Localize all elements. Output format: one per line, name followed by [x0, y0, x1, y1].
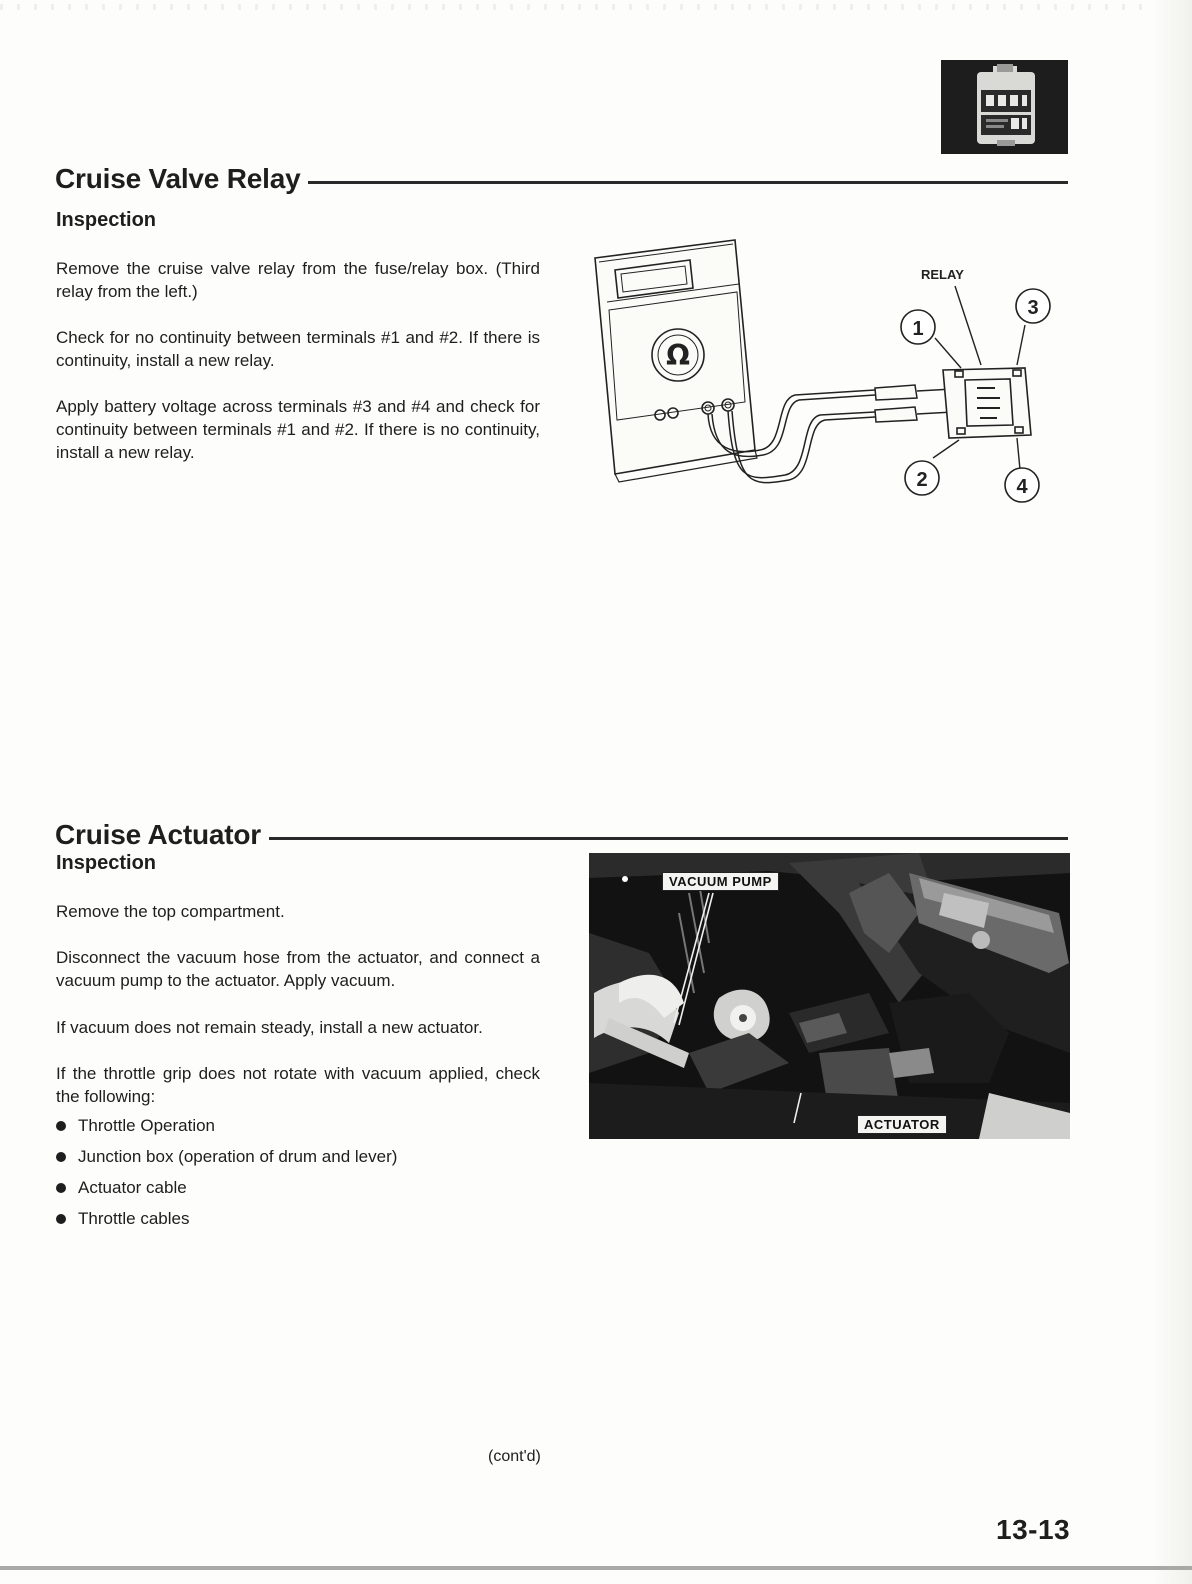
callout-3 [1016, 289, 1050, 323]
relay-section-title: Cruise Valve Relay [55, 163, 301, 194]
scan-speckle [0, 4, 1150, 10]
relay-paragraph-1: Remove the cruise valve relay from the fuse/relay box. (Third relay from the left.) [56, 259, 540, 301]
scan-edge-shadow [1152, 0, 1192, 1584]
bullet-icon [56, 1183, 66, 1193]
relay-section-heading [55, 163, 1068, 195]
relay-inspection-subheading: Inspection [56, 209, 157, 231]
relay-test-diagram [585, 230, 1065, 520]
actuator-title-rule [269, 837, 1068, 840]
callout-1 [901, 310, 935, 344]
actuator-step-4 [56, 1062, 540, 1108]
callout-2 [905, 461, 939, 495]
check-list [56, 1110, 397, 1234]
bullet-icon [56, 1214, 66, 1224]
actuator-section-title: Cruise Actuator [55, 819, 262, 850]
svg-text:2: 2 [916, 469, 928, 491]
actuator-step-1 [56, 900, 540, 923]
relay-label: RELAY [921, 267, 964, 282]
actuator-photo-image [589, 853, 1070, 1139]
relay-paragraph-2: Check for no continuity between terminals #1 and #2. If there is continuity, install a new relay. [56, 328, 540, 370]
vacuum-pump-label: VACUUM PUMP [662, 872, 779, 891]
actuator-paragraph-3: If vacuum does not remain steady, install a new actuator. [56, 1018, 483, 1037]
bullet-icon [56, 1121, 66, 1131]
actuator-section-heading [55, 819, 1068, 851]
continued-note: (cont'd) [488, 1448, 541, 1465]
bullet-icon [56, 1152, 66, 1162]
actuator-step-2 [56, 946, 540, 992]
list-item: Throttle cables [56, 1203, 397, 1234]
list-item: Throttle Operation [56, 1110, 397, 1141]
actuator-label: ACTUATOR [857, 1115, 947, 1134]
actuator-photo [589, 853, 1070, 1139]
relay-box-section-icon [941, 60, 1068, 154]
relay-box-icon [941, 60, 1068, 154]
svg-text:4: 4 [1016, 476, 1028, 498]
actuator-inspection-subheading: Inspection [56, 852, 157, 874]
bottom-rule [0, 1566, 1192, 1570]
relay-connector [943, 368, 1031, 438]
relay-title-rule [308, 181, 1068, 184]
ohm-symbol: Ω [666, 339, 690, 372]
relay-step-2 [56, 326, 540, 372]
actuator-paragraph-4: If the throttle grip does not rotate with vacuum applied, check the following: [56, 1064, 540, 1106]
actuator-step-3 [56, 1016, 540, 1039]
relay-step-3 [56, 395, 540, 464]
list-item: Actuator cable [56, 1172, 397, 1203]
relay-paragraph-3: Apply battery voltage across terminals #3 and #4 and check for continuity between terminals #1 and #2. If there is no continuity, install a new relay. [56, 397, 540, 462]
svg-text:1: 1 [912, 318, 924, 340]
relay-step-1 [56, 257, 540, 303]
page-number: 13-13 [996, 1514, 1071, 1545]
actuator-paragraph-2: Disconnect the vacuum hose from the actuator, and connect a vacuum pump to the actuator. Apply vacuum. [56, 948, 540, 990]
svg-text:3: 3 [1027, 297, 1039, 319]
list-item: Junction box (operation of drum and lever) [56, 1141, 397, 1172]
callout-4 [1005, 468, 1039, 502]
actuator-paragraph-1: Remove the top compartment. [56, 902, 285, 921]
